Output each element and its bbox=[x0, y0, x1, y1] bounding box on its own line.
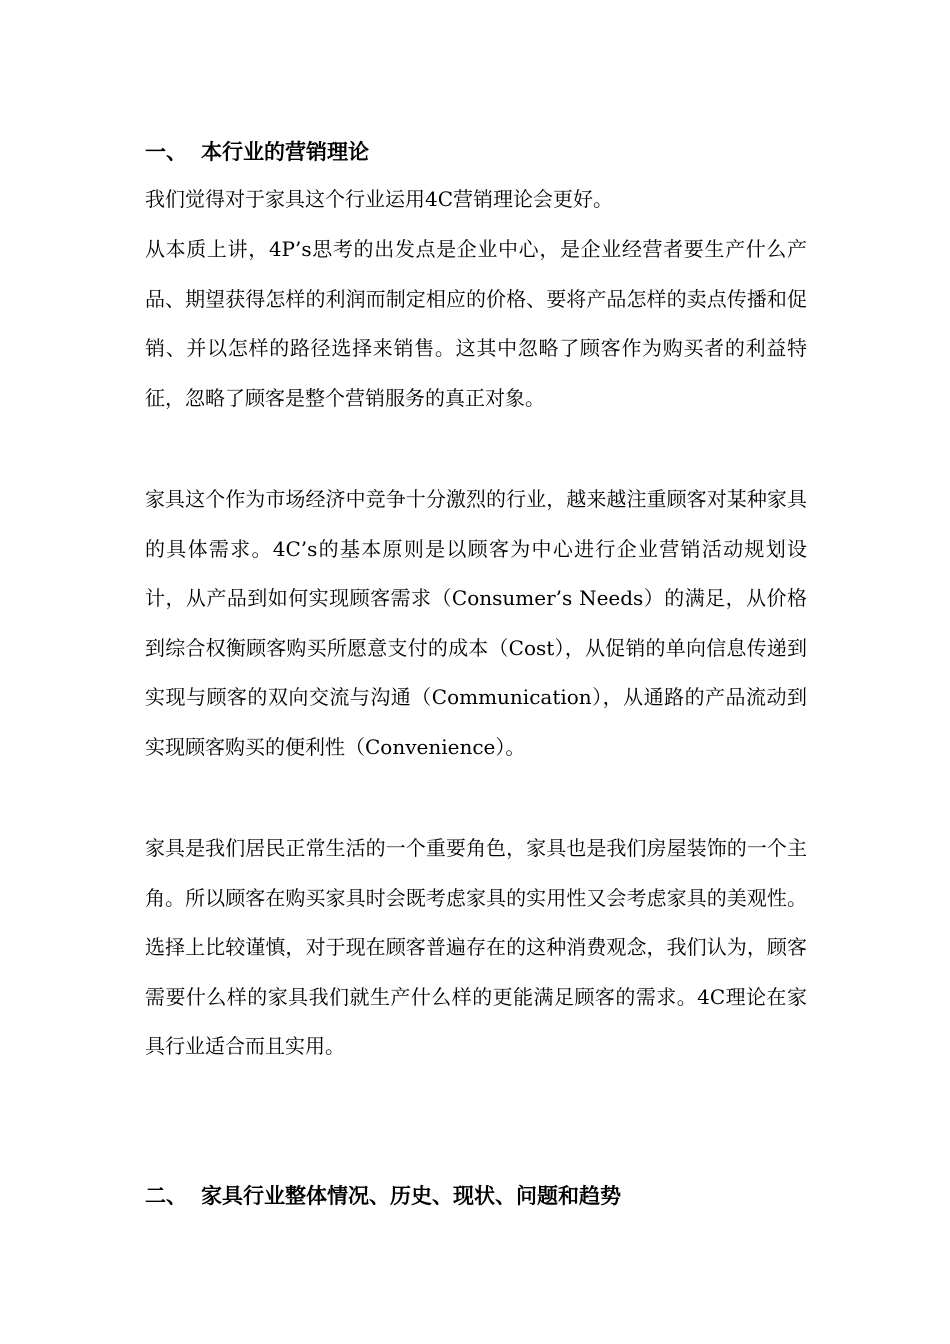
paragraph-intro: 我们觉得对于家具这个行业运用4C营销理论会更好。 bbox=[145, 187, 614, 211]
section-number: 一、 bbox=[145, 140, 187, 164]
paragraph-4c: 家具这个作为市场经济中竞争十分激烈的行业，越来越注重顾客对某种家具的具体需求。4C’s的基本原则是以顾客为中心进行企业营销活动规划设计，从产品到如何实现顾客需求（Consumer’s Needs）的满足，从价格到综合权衡顾客购买所愿意支付的成本（Cost），从促销的单向信息传递到实现与顾客的双向交流与沟通（Communication），从通路的产品流动到实现顾客购买的便利性（Convenience）。 bbox=[145, 487, 807, 759]
section-number: 二、 bbox=[145, 1184, 187, 1208]
paragraph-4p: 从本质上讲，4P’s思考的出发点是企业中心，是企业经营者要生产什么产品、期望获得怎样的利润而制定相应的价格、要将产品怎样的卖点传播和促销、并以怎样的路径选择来销售。这其中忽略了顾客作为购买者的利益特征，忽略了顾客是整个营销服务的真正对象。 bbox=[145, 237, 807, 410]
paragraph-furniture: 家具是我们居民正常生活的一个重要角色，家具也是我们房屋装饰的一个主角。所以顾客在购买家具时会既考虑家具的实用性又会考虑家具的美观性。选择上比较谨慎，对于现在顾客普遍存在的这种消费观念，我们认为，顾客需要什么样的家具我们就生产什么样的更能满足顾客的需求。4C理论在家具行业适合而且实用。 bbox=[145, 836, 807, 1058]
section-heading-2 bbox=[145, 1181, 815, 1211]
section-title: 家具行业整体情况、历史、现状、问题和趋势 bbox=[201, 1184, 621, 1208]
section-title: 本行业的营销理论 bbox=[201, 140, 369, 164]
section-heading-1 bbox=[145, 137, 815, 167]
